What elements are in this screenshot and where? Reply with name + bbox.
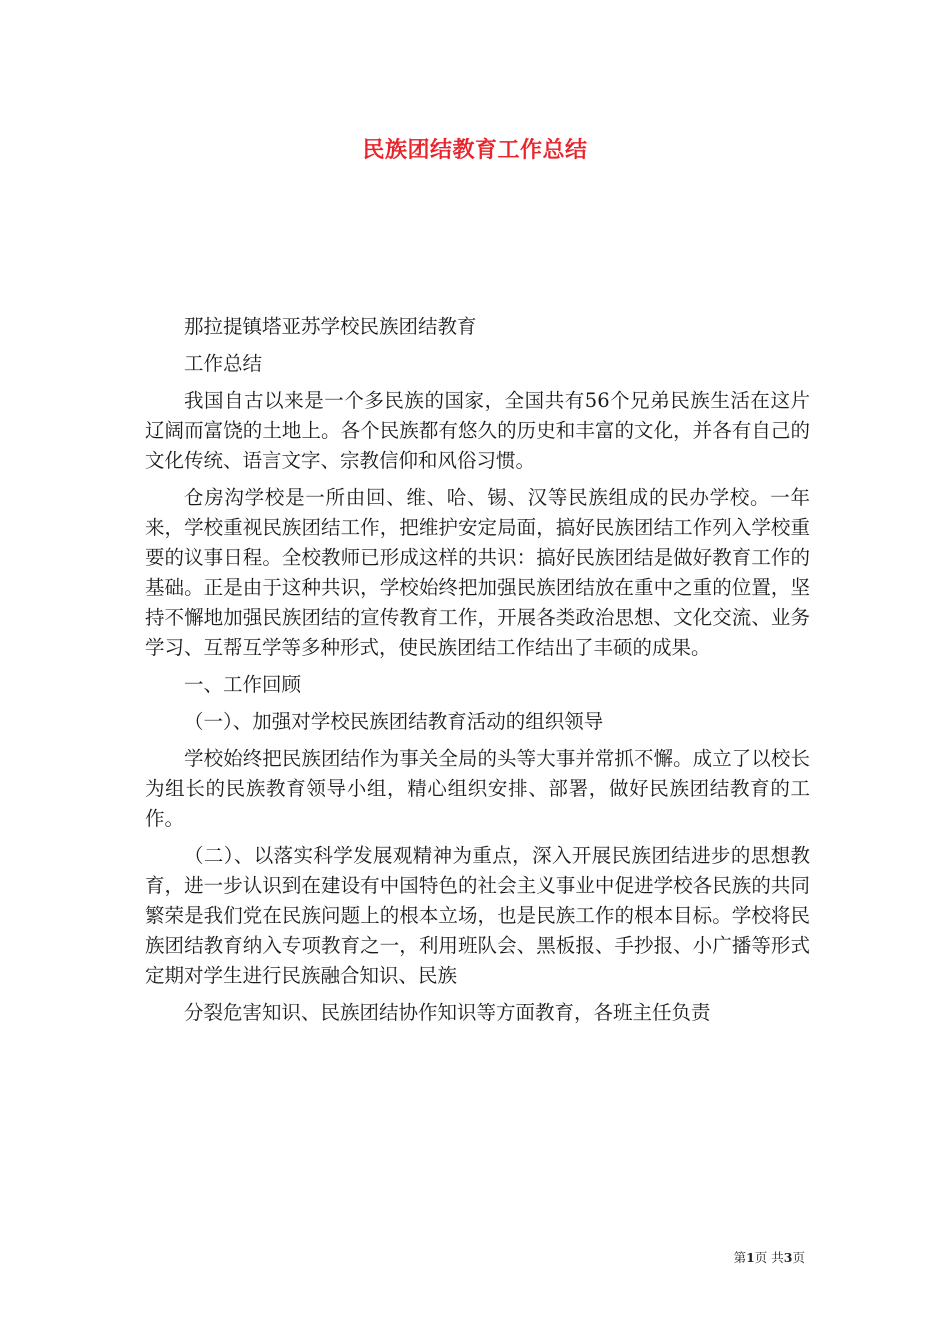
subsection-heading-1: （一）、加强对学校民族团结教育活动的组织领导 [184,710,604,733]
paragraph-leadership: 学校始终把民族团结作为事关全局的头等大事并常抓不懈。成立了以校长为组长的民族教育领导小组，精心组织安排、部署，做好民族团结教育的工作。 [145,747,810,830]
page-number-footer [734,1248,805,1266]
paragraph-intro: 我国自古以来是一个多民族的国家，全国共有56个兄弟民族生活在这片辽阔而富饶的土地上。各个民族都有悠久的历史和丰富的文化，并各有自己的文化传统、语言文字、宗教信仰和风俗习惯。 [145,389,810,472]
paragraph-subtitle: 工作总结 [184,352,263,375]
footer-total-pages: 3 [783,1250,793,1265]
paragraph-school-overview: 仓房沟学校是一所由回、维、哈、锡、汉等民族组成的民办学校。一年来，学校重视民族团结工作，把维护安定局面，搞好民族团结工作列入学校重要的议事日程。全校教师已形成这样的共识：搞好民族团结是做好教育工作的基础。正是由于这种共识，学校始终把加强民族团结放在重中之重的位置，坚持不懈地加强民族团结的宣传教育工作，开展各类政治思想、文化交流、业务学习、互帮互学等多种形式，使民族团结工作结出了丰硕的成果。 [145,486,810,659]
footer-current-page: 1 [746,1250,755,1265]
document-body [145,312,810,1035]
footer-suffix: 页 [792,1250,805,1265]
paragraph-school-name: 那拉提镇塔亚苏学校民族团结教育 [184,315,477,338]
footer-middle: 页 共 [754,1250,784,1265]
paragraph-continued: 分裂危害知识、民族团结协作知识等方面教育，各班主任负责 [184,1001,711,1024]
footer-prefix: 第 [733,1250,747,1265]
paragraph-education: （二）、以落实科学发展观精神为重点，深入开展民族团结进步的思想教育，进一步认识到在建设有中国特色的社会主义事业中促进学校各民族的共同繁荣是我们党在民族问题上的根本立场，也是民族工作的根本目标。学校将民族团结教育纳入专项教育之一，利用班队会、黑板报、手抄报、小广播等形式定期对学生进行民族融合知识、民族 [145,844,810,987]
document-title: 民族团结教育工作总结 [362,138,588,163]
section-heading-review: 一、工作回顾 [184,673,302,696]
